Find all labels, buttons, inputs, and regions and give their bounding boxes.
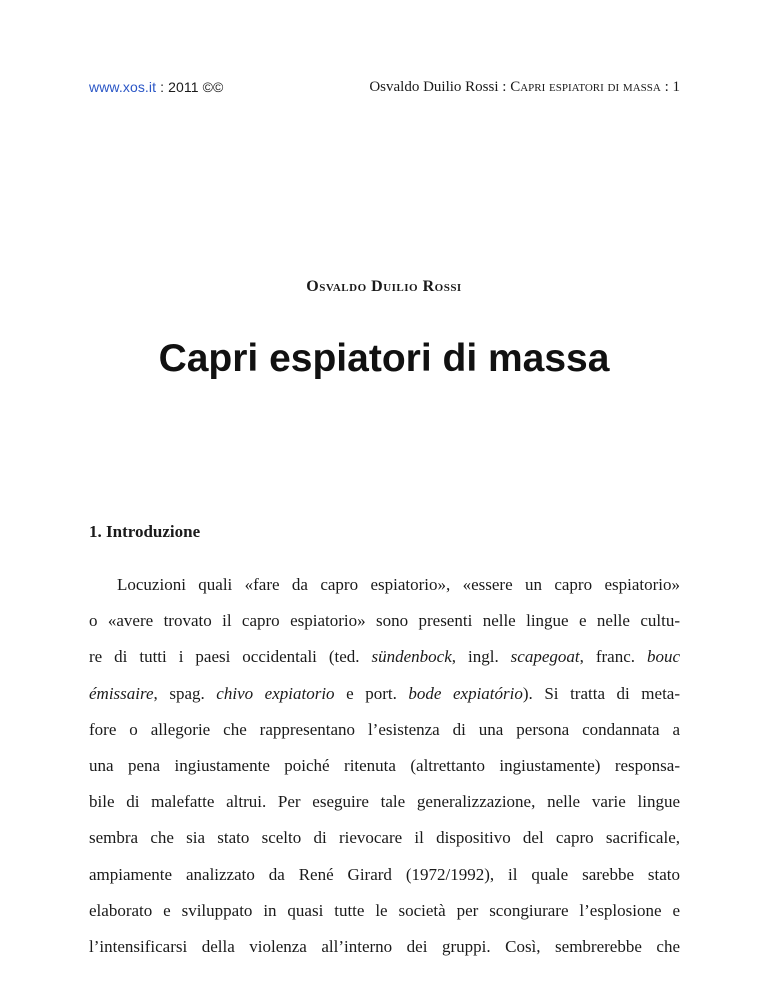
paragraph-line bbox=[89, 857, 680, 893]
document-title: Capri espiatori di massa bbox=[158, 337, 610, 380]
paragraph-line bbox=[89, 748, 680, 784]
text-run: una pena ingiustamente poiché ritenuta (altrettanto ingiustamente) responsa- bbox=[89, 755, 680, 775]
italic-term: émissaire bbox=[89, 683, 154, 703]
body-paragraph bbox=[89, 567, 680, 965]
section-heading: 1. Introduzione bbox=[89, 522, 201, 541]
document-author: Osvaldo Duilio Rossi bbox=[306, 278, 462, 295]
paragraph-line bbox=[89, 820, 680, 856]
header-page-number: : 1 bbox=[660, 79, 680, 95]
text-run: , franc. bbox=[579, 647, 647, 667]
header-author: Osvaldo Duilio Rossi : bbox=[369, 79, 511, 95]
website-link[interactable]: www.xos.it bbox=[89, 79, 157, 95]
paragraph-line bbox=[89, 784, 680, 820]
text-run: re di tutti i paesi occidentali (ted. bbox=[89, 647, 372, 667]
paragraph-line bbox=[89, 712, 680, 748]
paragraph-line bbox=[89, 639, 680, 675]
text-run: l’intensificarsi della violenza all’interno dei gruppi. Così, sembrerebbe che bbox=[89, 936, 680, 956]
paragraph-line bbox=[89, 676, 680, 712]
italic-term: bouc bbox=[646, 647, 681, 667]
italic-term: sündenbock bbox=[371, 647, 452, 667]
text-run: Locuzioni quali «fare da capro espiatorio», «essere un capro espiatorio» bbox=[117, 575, 680, 594]
page-header-right bbox=[369, 79, 680, 96]
text-run: sembra che sia stato scelto di rievocare il dispositivo del capro sacrificale, bbox=[89, 828, 680, 848]
italic-term: bode expiatório bbox=[408, 683, 523, 703]
text-run: fore o allegorie che rappresentano l’esistenza di una persona condannata a bbox=[89, 719, 680, 739]
paragraph-line bbox=[89, 603, 680, 639]
paragraph-line bbox=[89, 893, 680, 929]
text-run: ampiamente analizzato da René Girard (1972/1992), il quale sarebbe stato bbox=[89, 864, 680, 884]
page-header-left bbox=[89, 79, 223, 95]
text-run: ). Si tratta di meta- bbox=[522, 683, 681, 703]
paragraph-line bbox=[89, 567, 680, 603]
text-run: o «avere trovato il capro espiatorio» sono presenti nelle lingue e nelle cultu- bbox=[89, 611, 680, 631]
italic-term: chivo expiatorio bbox=[216, 683, 335, 703]
text-run: , ingl. bbox=[451, 647, 511, 667]
header-document-title: Capri espiatori di massa bbox=[510, 79, 661, 95]
text-run: e port. bbox=[334, 683, 409, 703]
italic-term: scapegoat bbox=[510, 647, 580, 667]
paragraph-line bbox=[89, 929, 680, 965]
text-run: , spag. bbox=[153, 683, 217, 703]
text-run: bile di malefatte altrui. Per eseguire tale generalizzazione, nelle varie lingue bbox=[89, 792, 680, 812]
text-run: elaborato e sviluppato in quasi tutte le società per scongiurare l’esplosione e bbox=[89, 900, 680, 920]
header-year-copyright: : 2011 ©© bbox=[156, 79, 224, 95]
